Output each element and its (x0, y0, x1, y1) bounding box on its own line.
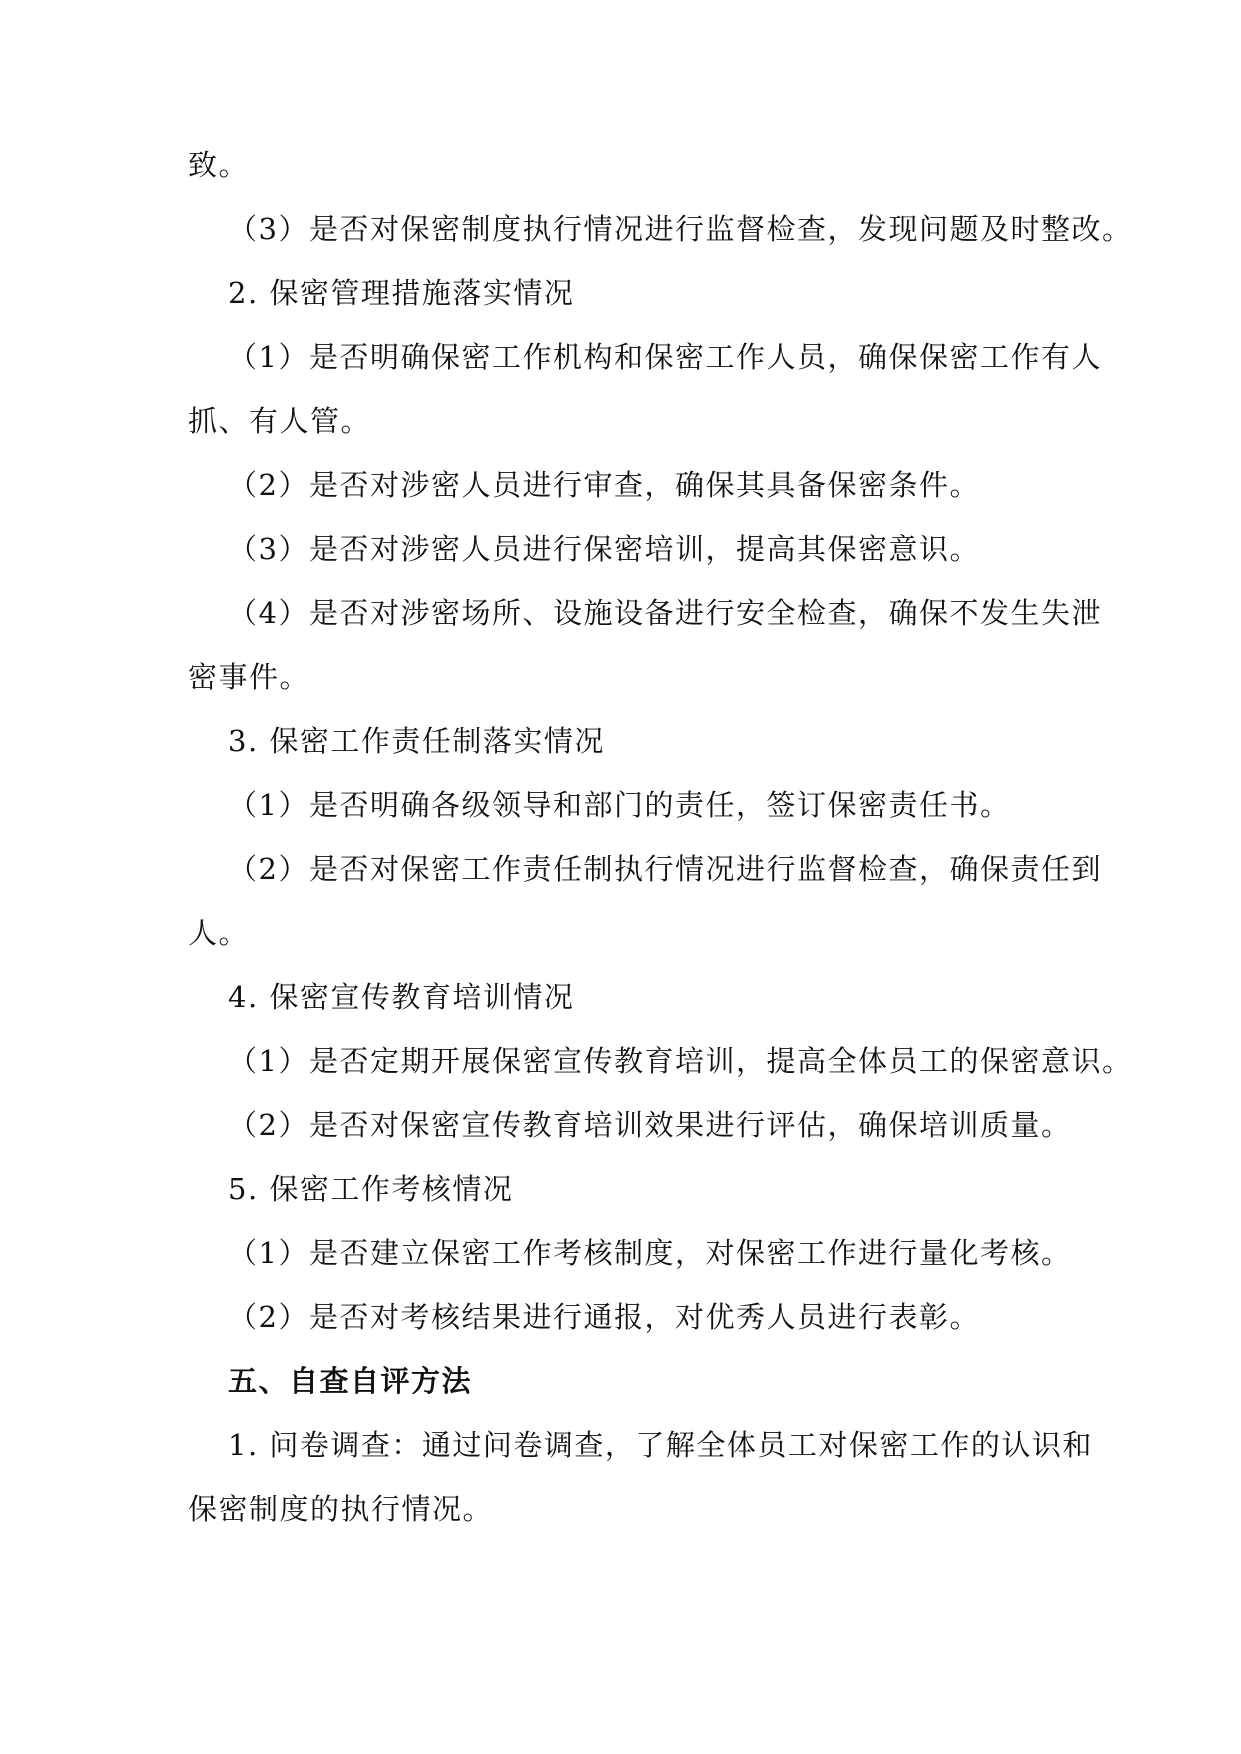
paragraph-continuation-line: 保密制度的执行情况。 (188, 1492, 494, 1526)
section-subheading: 2. 保密管理措施落实情况 (228, 276, 575, 310)
list-item-line: （1）是否建立保密工作考核制度，对保密工作进行量化考核。 (228, 1236, 1072, 1270)
list-item-line: （2）是否对保密宣传教育培训效果进行评估，确保培训质量。 (228, 1108, 1072, 1142)
list-item-line: （1）是否明确各级领导和部门的责任，签订保密责任书。 (228, 788, 1011, 822)
list-item-line: （2）是否对保密工作责任制执行情况进行监督检查，确保责任到 (228, 852, 1102, 886)
list-item-line: （1）是否定期开展保密宣传教育培训，提高全体员工的保密意识。 (228, 1044, 1133, 1078)
section-heading: 五、自查自评方法 (228, 1364, 473, 1398)
section-subheading: 4. 保密宣传教育培训情况 (228, 980, 575, 1014)
list-item-line: （2）是否对考核结果进行通报，对优秀人员进行表彰。 (228, 1300, 980, 1334)
section-subheading: 3. 保密工作责任制落实情况 (228, 724, 605, 758)
list-item-line: （1）是否明确保密工作机构和保密工作人员，确保保密工作有人 (228, 340, 1102, 374)
list-item-line: （3）是否对保密制度执行情况进行监督检查，发现问题及时整改。 (228, 212, 1133, 246)
list-item-line: （2）是否对涉密人员进行审查，确保其具备保密条件。 (228, 468, 980, 502)
paragraph-continuation-line: 密事件。 (188, 660, 311, 694)
paragraph-continuation-line: 致。 (188, 148, 250, 182)
list-item-line: （4）是否对涉密场所、设施设备进行安全检查，确保不发生失泄 (228, 596, 1102, 630)
paragraph-continuation-line: 抓、有人管。 (188, 404, 372, 438)
section-subheading: 5. 保密工作考核情况 (228, 1172, 514, 1206)
list-item-line: 1. 问卷调查：通过问卷调查，了解全体员工对保密工作的认识和 (228, 1428, 1093, 1462)
paragraph-continuation-line: 人。 (188, 916, 250, 950)
list-item-line: （3）是否对涉密人员进行保密培训，提高其保密意识。 (228, 532, 980, 566)
